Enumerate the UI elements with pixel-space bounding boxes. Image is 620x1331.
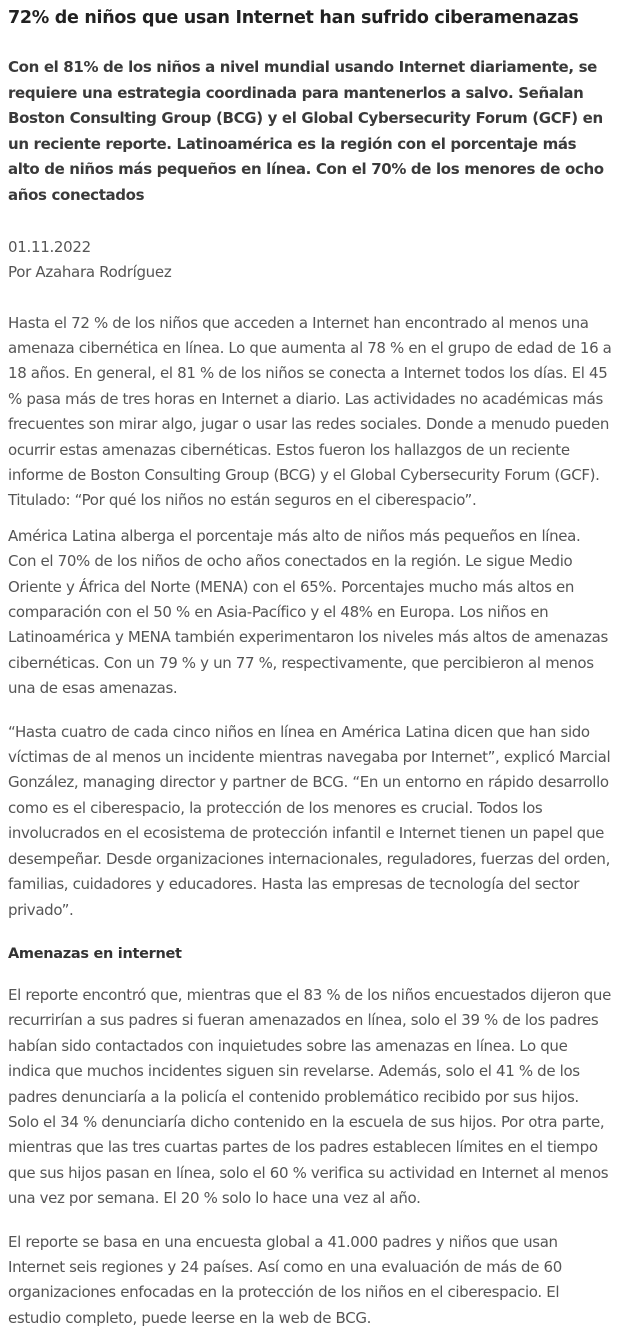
article-paragraph: “Hasta cuatro de cada cinco niños en línea en América Latina dicen que han sido víctimas de al menos un incidente mientras navegaba por Internet”, explicó Marcial González, managing director y partner de BCG. “En un entorno en rápido desarrollo como es el ciberespacio, la protección de los menores es crucial. Todos los involucrados en el ecosistema de protección infantil e Internet tienen un papel que desempeñar. Desde organizaciones internacionales, reguladores, fuerzas del orden, familias, cuidadores y educadores. Hasta las empresas de tecnología del sector privado”. xyxy=(8,722,611,919)
section-heading: Amenazas en internet xyxy=(8,945,182,962)
article-date: 01.11.2022 xyxy=(8,237,91,256)
article-paragraph: El reporte se basa en una encuesta global a 41.000 padres y niños que usan Internet seis regiones y 24 países. Así como en una evaluación de más de 60 organizaciones enfocadas en la protección de los niños en el ciberespacio. El estudio completo, puede leerse en la web de BCG. xyxy=(8,1232,562,1327)
article-title: 72% de niños que usan Internet han sufrido ciberamenazas xyxy=(8,8,579,28)
article-paragraph: Hasta el 72 % de los niños que acceden a Internet han encontrado al menos una amenaza cibernética en línea. Lo que aumenta al 78 % en el grupo de edad de 16 a 18 años. En general, el 81 % de los niños se conecta a Internet todos los días. El 45 % pasa más de tres horas en Internet a diario. Las actividades no académicas más frecuentes son mirar algo, jugar o usar las redes sociales. Donde a menudo pueden ocurrir estas amenazas cibernéticas. Estos fueron los hallazgos de un reciente informe de Boston Consulting Group (BCG) y el Global Cybersecurity Forum (GCF). Titulado: “Por qué los niños no están seguros en el ciberespacio”. xyxy=(8,313,612,510)
article xyxy=(0,6,620,1331)
article-paragraph: El reporte encontró que, mientras que el 83 % de los niños encuestados dijeron que recurrirían a sus padres si fueran amenazados en línea, solo el 39 % de los padres habían sido contactados con inquietudes sobre las amenazas en línea. Lo que indica que muchos incidentes siguen sin revelarse. Además, solo el 41 % de los padres denunciaría a la policía el contenido problemático recibido por sus hijos. Solo el 34 % denunciaría dicho contenido en la escuela de sus hijos. Por otra parte, mientras que las tres cuartas partes de los padres establecen límites en el tiempo que sus hijos pasan en línea, solo el 60 % verifica su actividad en Internet al menos una vez por semana. El 20 % solo lo hace una vez al año. xyxy=(8,985,611,1208)
article-paragraph: América Latina alberga el porcentaje más alto de niños más pequeños en línea. Con el 70% de los niños de ocho años conectados en la región. Le sigue Medio Oriente y África del Norte (MENA) con el 65%. Porcentajes mucho más altos en comparación con el 50 % en Asia-Pacífico y el 48% en Europa. Los niños en Latinoamérica y MENA también experimentaron los niveles más altos de amenazas cibernéticas. Con un 79 % y un 77 %, respectivamente, que percibieron al menos una de esas amenazas. xyxy=(8,526,608,698)
article-author: Por Azahara Rodríguez xyxy=(8,262,172,281)
article-meta xyxy=(8,235,612,285)
article-lead: Con el 81% de los niños a nivel mundial usando Internet diariamente, se requiere una estrategia coordinada para mantenerlos a salvo. Señalan Boston Consulting Group (BCG) y el Global Cybersecurity Forum (GCF) en un reciente reporte. Latinoamérica es la región con el porcentaje más alto de niños más pequeños en línea. Con el 70% de los menores de ocho años conectados xyxy=(8,58,604,204)
